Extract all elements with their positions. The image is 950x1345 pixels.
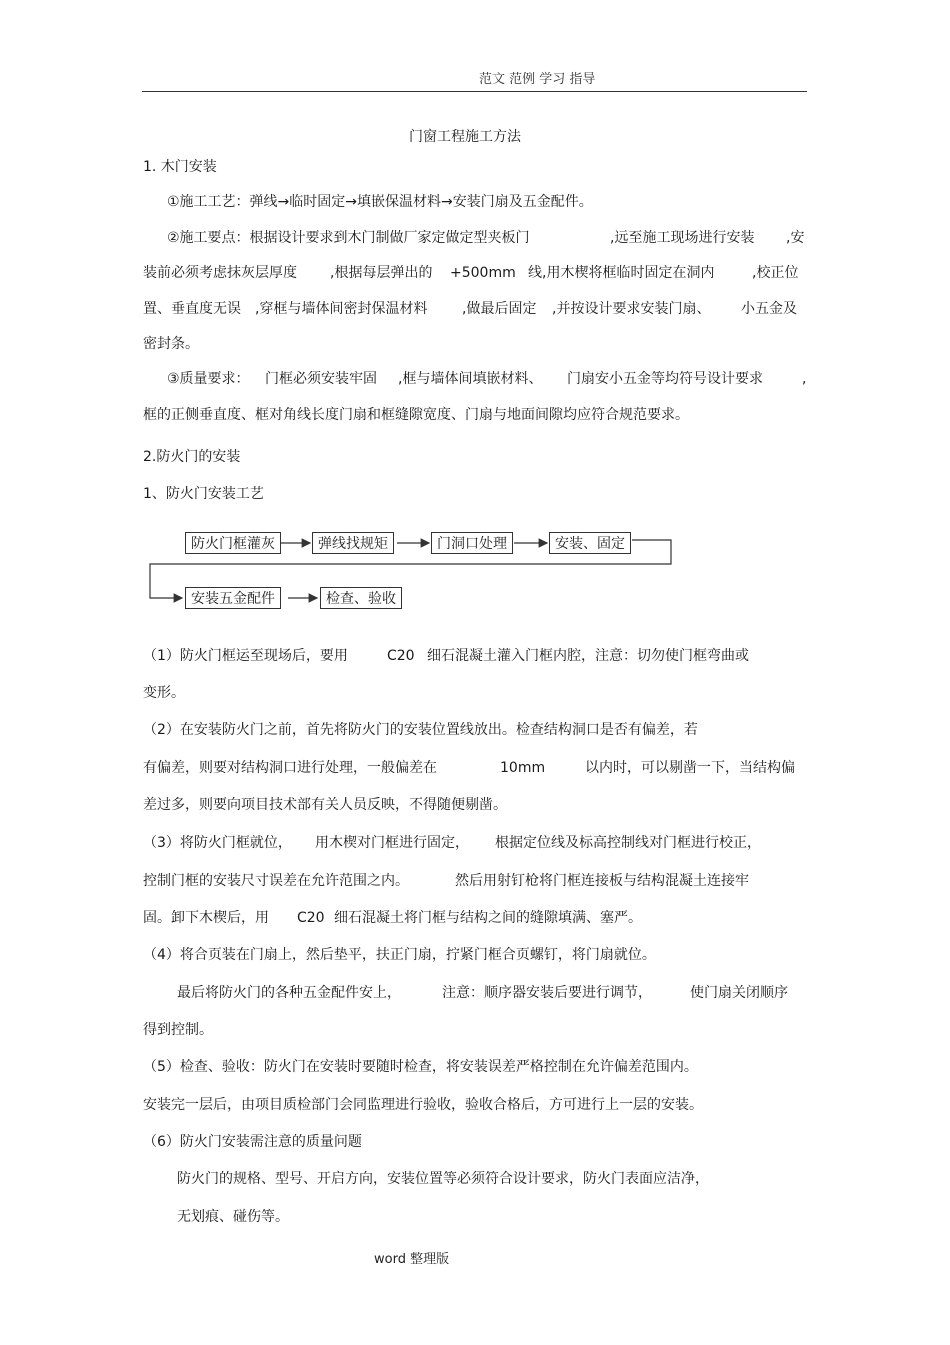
- section-1-heading: 1. 木门安装: [143, 159, 217, 175]
- page-header: 范文 范例 学习 指导: [479, 72, 596, 87]
- document-title: 门窗工程施工方法: [409, 129, 521, 145]
- flow-step-6: 检查、验收: [320, 587, 402, 609]
- flow-step-2: 弹线找规矩: [312, 532, 394, 554]
- flow-step-4: 安装、固定: [549, 532, 631, 554]
- section-1-item-1: ①施工工艺：弹线→临时固定→填嵌保温材料→安装门扇及五金配件。: [167, 194, 593, 210]
- section-2-heading: 2.防火门的安装: [143, 449, 241, 465]
- flow-step-5: 安装五金配件: [185, 587, 281, 609]
- section-2-subheading: 1、防火门安装工艺: [143, 486, 264, 502]
- flow-step-3: 门洞口处理: [431, 532, 513, 554]
- page-footer: word 整理版: [374, 1252, 450, 1267]
- flow-step-1: 防火门框灌灰: [185, 532, 281, 554]
